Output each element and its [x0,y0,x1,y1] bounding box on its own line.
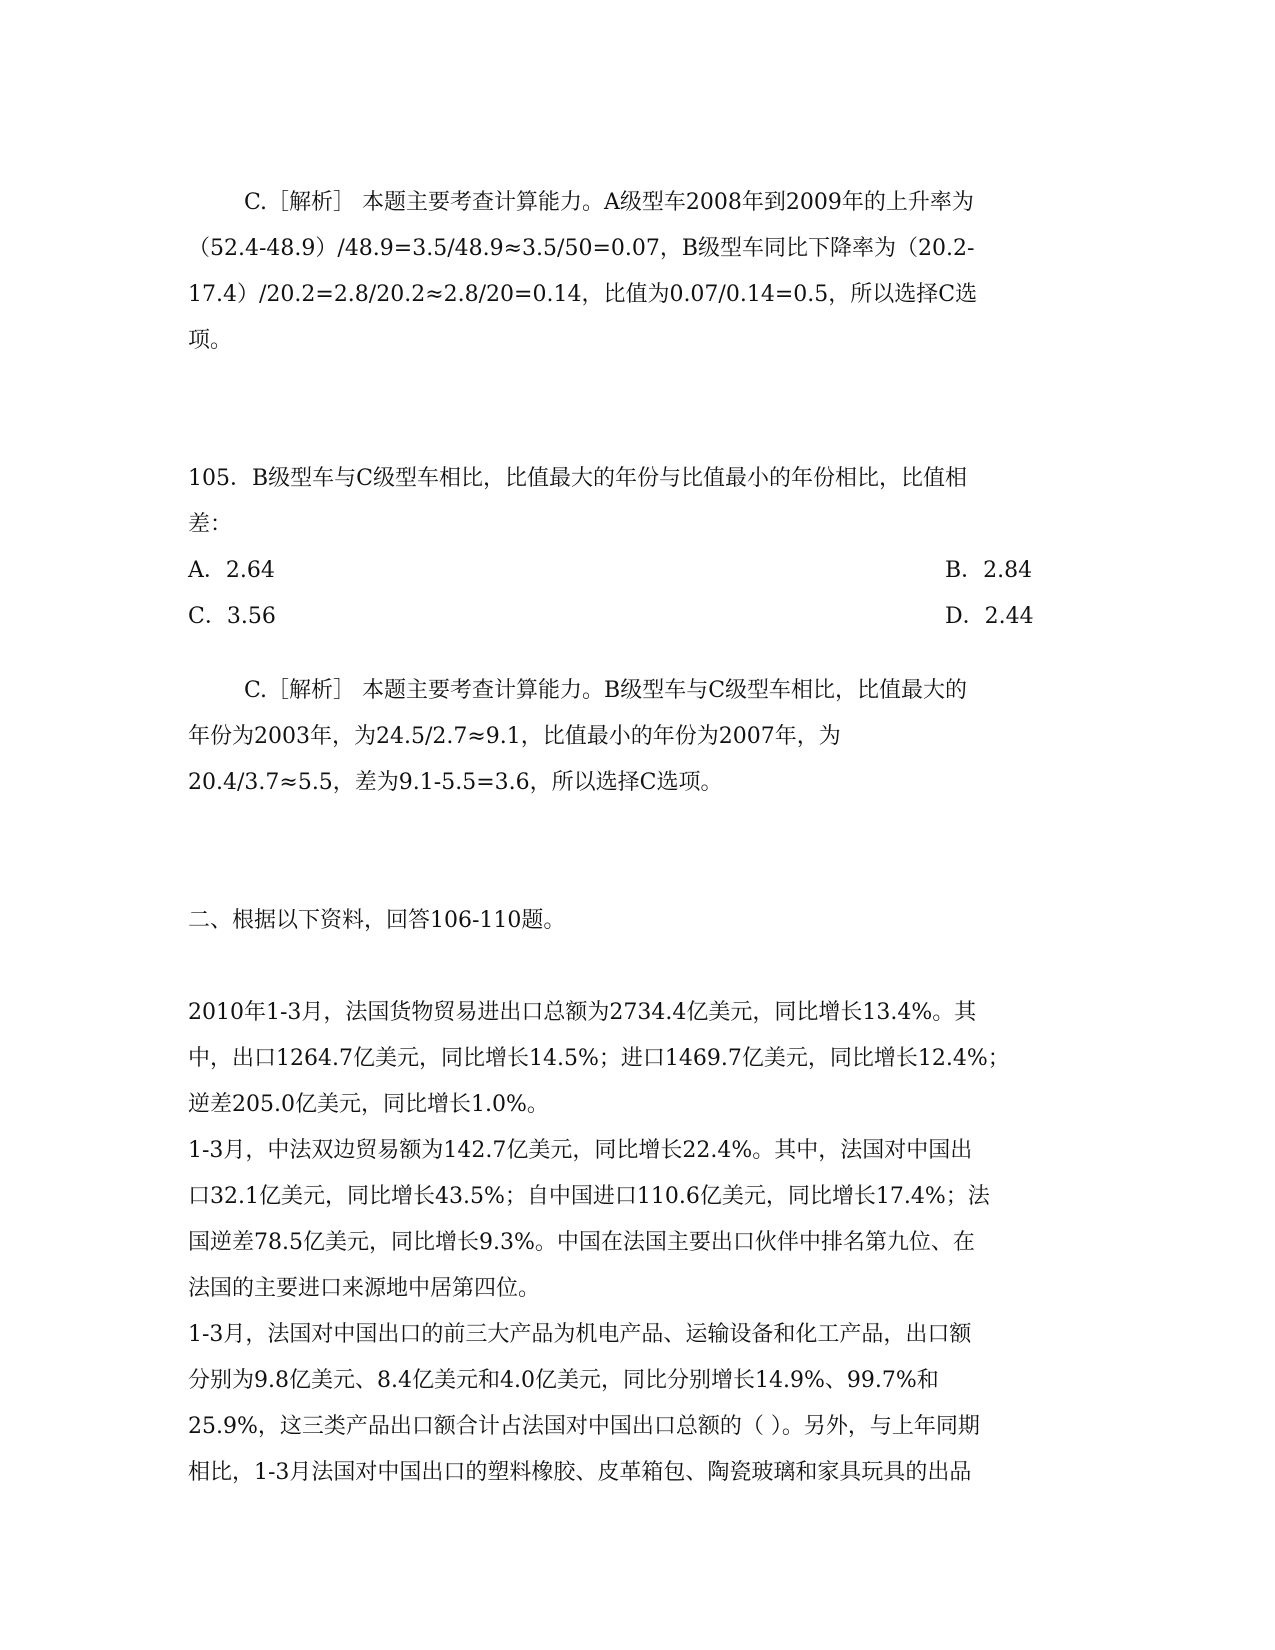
analysis-104-line-3: 17.4）/20.2=2.8/20.2≈2.8/20=0.14，比值为0.07/0.14=0.5，所以选择C选 [188,282,978,307]
question-105 [188,456,1088,640]
analysis-105-line-1: C.［解析］ 本题主要考查计算能力。B级型车与C级型车相比，比值最大的 [244,678,968,703]
analysis-105-line-3: 20.4/3.7≈5.5，差为9.1-5.5=3.6，所以选择C选项。 [188,770,723,795]
analysis-105-line-2: 年份为2003年，为24.5/2.7≈9.1，比值最小的年份为2007年，为 [188,724,841,749]
material-line-4: 1-3月，中法双边贸易额为142.7亿美元，同比增长22.4%。其中，法国对中国出 [188,1138,973,1163]
spacer [188,364,1088,456]
option-b: B．2.84 [945,558,1033,583]
option-c: C．3.56 [188,604,276,629]
material-line-9: 分别为9.8亿美元、8.4亿美元和4.0亿美元，同比分别增长14.9%、99.7%和 [188,1368,939,1393]
material-line-10: 25.9%，这三类产品出口额合计占法国对中国出口总额的（ ）。另外，与上年同期 [188,1414,980,1439]
section-two-heading: 二、根据以下资料，回答106-110题。 [188,908,566,933]
material-line-11: 相比，1-3月法国对中国出口的塑料橡胶、皮革箱包、陶瓷玻璃和家具玩具的出品 [188,1460,972,1485]
document-page [188,180,1088,1496]
material-line-7: 法国的主要进口来源地中居第四位。 [188,1276,541,1301]
question-105-stem-line-1: 105．B级型车与C级型车相比，比值最大的年份与比值最小的年份相比，比值相 [188,466,967,491]
material-line-3: 逆差205.0亿美元，同比增长1.0%。 [188,1092,549,1117]
analysis-104-line-1: C.［解析］ 本题主要考查计算能力。A级型车2008年到2009年的上升率为 [244,190,974,215]
option-a: A．2.64 [188,558,275,583]
material-line-8: 1-3月，法国对中国出口的前三大产品为机电产品、运输设备和化工产品，出口额 [188,1322,972,1347]
analysis-104-line-2: （52.4-48.9）/48.9=3.5/48.9≈3.5/50=0.07，B级型车同比下降率为（20.2- [188,236,975,261]
material-line-2: 中，出口1264.7亿美元，同比增长14.5%；进口1469.7亿美元，同比增长12.4%； [188,1046,1010,1071]
spacer [188,944,1088,990]
option-d: D．2.44 [945,604,1034,629]
question-105-options [188,548,1088,640]
material-line-1: 2010年1-3月，法国货物贸易进出口总额为2734.4亿美元，同比增长13.4%。其 [188,1000,977,1025]
question-105-stem-line-2: 差： [188,512,233,537]
spacer [188,806,1088,898]
analysis-104 [188,180,1088,364]
material-line-5: 口32.1亿美元，同比增长43.5%；自中国进口110.6亿美元，同比增长17.4%；法 [188,1184,990,1209]
spacer [188,640,1088,668]
analysis-105 [188,668,1088,806]
analysis-104-line-4: 项。 [188,328,233,353]
material [188,990,1088,1496]
material-line-6: 国逆差78.5亿美元，同比增长9.3%。中国在法国主要出口伙伴中排名第九位、在 [188,1230,975,1255]
